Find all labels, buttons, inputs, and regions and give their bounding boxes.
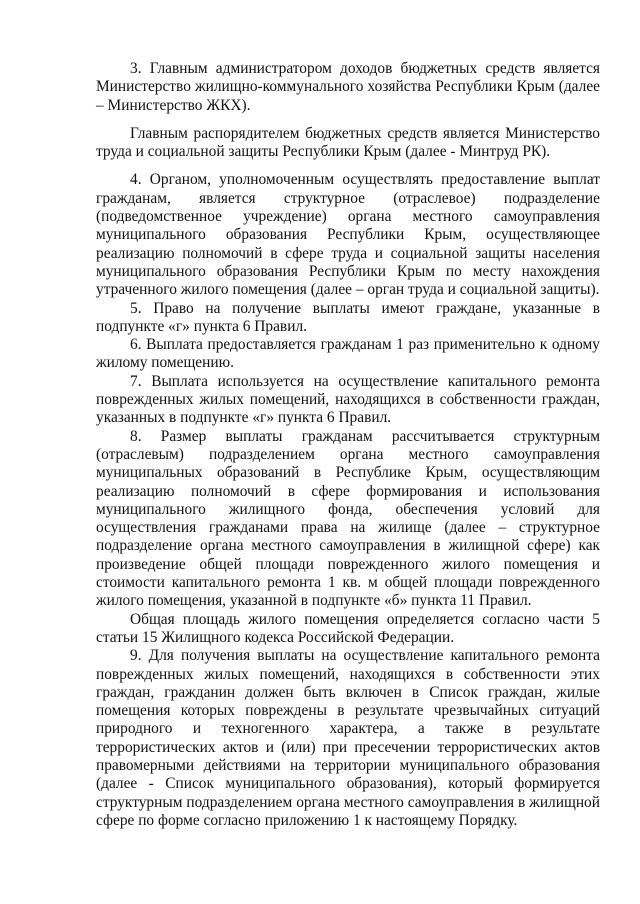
paragraph-chief-distributor: Главным распорядителем бюджетных средств является Министерство труда и социальной защиты Республики Крым (далее - Минтруд РК). — [96, 124, 600, 161]
paragraph-3: 3. Главным администратором доходов бюджетных средств является Министерство жилищно-коммунального хозяйства Республики Крым (далее – Министерство ЖКХ). — [96, 60, 600, 114]
paragraph-total-area: Общая площадь жилого помещения определяется согласно части 5 статьи 15 Жилищного кодекса Российской Федерации. — [96, 610, 600, 646]
paragraph-9: 9. Для получения выплаты на осуществление капитального ремонта поврежденных жилых помещений, находящихся в собственности этих граждан, гражданин должен быть включен в Список граждан, жилые помещения которых повреждены в результате чрезвычайных ситуаций природного и техногенного характера, а также в результате террористических актов и (или) при пресечении террористических актов правомерными действиями на территории муниципального образования (далее - Список муниципального образования), который формируется структурным подразделением органа местного самоуправления в жилищной сфере по форме согласно приложению 1 к настоящему Порядку. — [96, 647, 600, 829]
paragraph-6: 6. Выплата предоставляется гражданам 1 раз применительно к одному жилому помещению. — [96, 336, 600, 372]
paragraph-5: 5. Право на получение выплаты имеют граждане, указанные в подпункте «г» пункта 6 Правил. — [96, 299, 600, 335]
paragraph-7: 7. Выплата используется на осуществление капитального ремонта поврежденных жилых помещений, находящихся в собственности граждан, указанных в подпункте «г» пункта 6 Правил. — [96, 372, 600, 427]
paragraph-4: 4. Органом, уполномоченным осуществлять предоставление выплат гражданам, является структурное (отраслевое) подразделение (подведомственное учреждение) органа местного самоуправления муниципального образования Республики Крым, осуществляющее реализацию полномочий в сфере труда и социальной защиты населения муниципального образования Республики Крым по месту нахождения утраченного жилого помещения (далее – орган труда и социальной защиты). — [96, 171, 600, 299]
document-page — [96, 60, 600, 830]
paragraph-8: 8. Размер выплаты гражданам рассчитывается структурным (отраслевым) подразделением органа местного самоуправления муниципальных образований в Республике Крым, осуществляющим реализацию полномочий в сфере формирования и использования муниципального жилищного фонда, обеспечения условий для осуществления гражданами права на жилище (далее – структурное подразделение органа местного самоуправления в жилищной сфере) как произведение общей площади поврежденного жилого помещения и стоимости капитального ремонта 1 кв. м общей площади поврежденного жилого помещения, указанной в подпункте «б» пункта 11 Правил. — [96, 427, 600, 610]
